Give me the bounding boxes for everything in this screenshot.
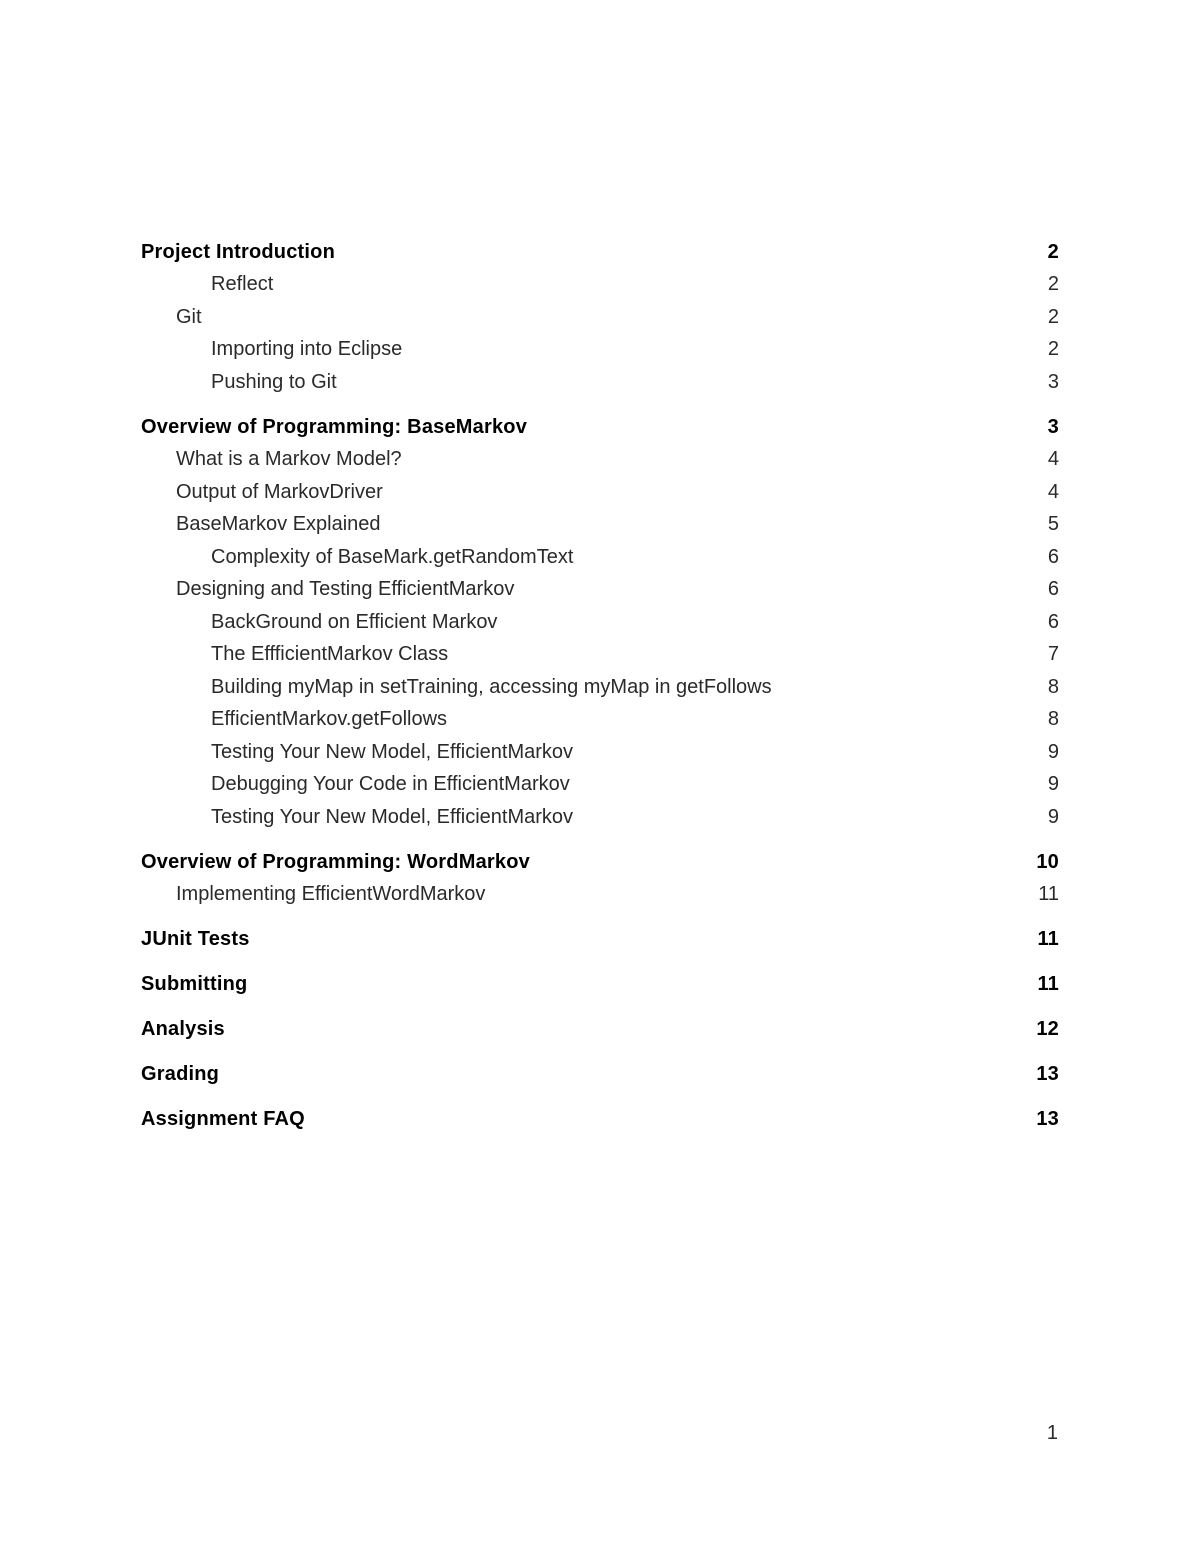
toc-entry-title: Git xyxy=(176,305,202,328)
toc-entry[interactable] xyxy=(141,1059,1059,1092)
toc-entry-title: Designing and Testing EfficientMarkov xyxy=(176,578,515,601)
toc-entry-title: EfficientMarkov.getFollows xyxy=(211,708,448,731)
toc-entry-title: Complexity of BaseMark.getRandomText xyxy=(211,545,574,568)
toc-entry-page: 2 xyxy=(1047,338,1059,361)
toc-entry-page: 2 xyxy=(1047,273,1059,296)
page-number: 1 xyxy=(1046,1422,1058,1444)
toc-entry-page: 10 xyxy=(1036,850,1059,873)
toc-entry-page: 4 xyxy=(1047,448,1059,471)
toc-entry-page: 6 xyxy=(1047,545,1059,568)
toc-entry[interactable] xyxy=(141,269,1059,302)
toc-entry[interactable] xyxy=(141,671,1059,704)
toc-entry[interactable] xyxy=(141,444,1059,477)
toc-entry[interactable] xyxy=(141,334,1059,367)
toc-entry[interactable] xyxy=(141,476,1059,509)
toc-entry[interactable] xyxy=(141,924,1059,957)
toc-entry-page: 11 xyxy=(1037,928,1059,951)
toc-entry[interactable] xyxy=(141,541,1059,574)
toc-entry-title: Submitting xyxy=(141,973,248,996)
toc-entry-page: 8 xyxy=(1047,675,1059,698)
toc-entry-title: Testing Your New Model, EfficientMarkov xyxy=(211,740,574,763)
toc-entry-page: 6 xyxy=(1047,578,1059,601)
toc-entry-page: 8 xyxy=(1047,708,1059,731)
toc-entry[interactable] xyxy=(141,769,1059,802)
toc-entry[interactable] xyxy=(141,606,1059,639)
toc-entry-page: 9 xyxy=(1047,740,1059,763)
toc-entry-title: Testing Your New Model, EfficientMarkov xyxy=(211,805,574,828)
toc-entry-page: 3 xyxy=(1047,370,1059,393)
toc-entry-page: 12 xyxy=(1036,1018,1059,1041)
toc-entry-title: Output of MarkovDriver xyxy=(176,480,383,503)
toc-entry[interactable] xyxy=(141,509,1059,542)
toc-entry-title: Project Introduction xyxy=(141,240,335,263)
toc-entry-title: Analysis xyxy=(141,1018,225,1041)
toc-entry-title: JUnit Tests xyxy=(141,928,250,951)
toc-entry-title: Debugging Your Code in EfficientMarkov xyxy=(211,773,570,796)
toc-entry[interactable] xyxy=(141,1014,1059,1047)
toc-entry[interactable] xyxy=(141,1104,1059,1137)
table-of-contents xyxy=(141,236,1059,1136)
toc-entry-page: 2 xyxy=(1047,240,1059,263)
toc-entry-title: Reflect xyxy=(211,273,274,296)
toc-entry-title: Overview of Programming: BaseMarkov xyxy=(141,415,528,438)
toc-entry[interactable] xyxy=(141,879,1059,912)
toc-entry-title: Grading xyxy=(141,1063,220,1086)
toc-entry[interactable] xyxy=(141,366,1059,399)
toc-entry-page: 2 xyxy=(1047,305,1059,328)
toc-entry-page: 4 xyxy=(1047,480,1059,503)
toc-entry[interactable] xyxy=(141,236,1059,269)
toc-entry-page: 11 xyxy=(1038,883,1059,906)
toc-entry-title: Overview of Programming: WordMarkov xyxy=(141,850,530,873)
toc-entry-title: What is a Markov Model? xyxy=(176,448,402,471)
toc-entry-title: BaseMarkov Explained xyxy=(176,513,381,536)
toc-entry-page: 13 xyxy=(1036,1108,1059,1131)
toc-entry-page: 3 xyxy=(1047,415,1059,438)
toc-entry-page: 5 xyxy=(1047,513,1059,536)
toc-entry-title: Assignment FAQ xyxy=(141,1108,305,1131)
toc-entry[interactable] xyxy=(141,801,1059,834)
toc-entry-page: 6 xyxy=(1047,610,1059,633)
toc-entry[interactable] xyxy=(141,411,1059,444)
toc-entry[interactable] xyxy=(141,574,1059,607)
toc-entry-page: 9 xyxy=(1047,805,1059,828)
toc-entry-title: Pushing to Git xyxy=(211,370,337,393)
toc-entry-page: 11 xyxy=(1037,973,1059,996)
toc-entry[interactable] xyxy=(141,736,1059,769)
toc-entry-page: 9 xyxy=(1047,773,1059,796)
toc-entry[interactable] xyxy=(141,846,1059,879)
toc-entry-title: Importing into Eclipse xyxy=(211,338,403,361)
toc-entry[interactable] xyxy=(141,704,1059,737)
toc-entry[interactable] xyxy=(141,639,1059,672)
toc-entry[interactable] xyxy=(141,301,1059,334)
toc-entry-title: The EffficientMarkov Class xyxy=(211,643,449,666)
toc-entry-title: Building myMap in setTraining, accessing myMap in getFollows xyxy=(211,675,772,698)
toc-entry[interactable] xyxy=(141,969,1059,1002)
toc-entry-title: Implementing EfficientWordMarkov xyxy=(176,883,486,906)
toc-entry-page: 13 xyxy=(1036,1063,1059,1086)
toc-entry-page: 7 xyxy=(1047,643,1059,666)
toc-entry-title: BackGround on Efficient Markov xyxy=(211,610,498,633)
